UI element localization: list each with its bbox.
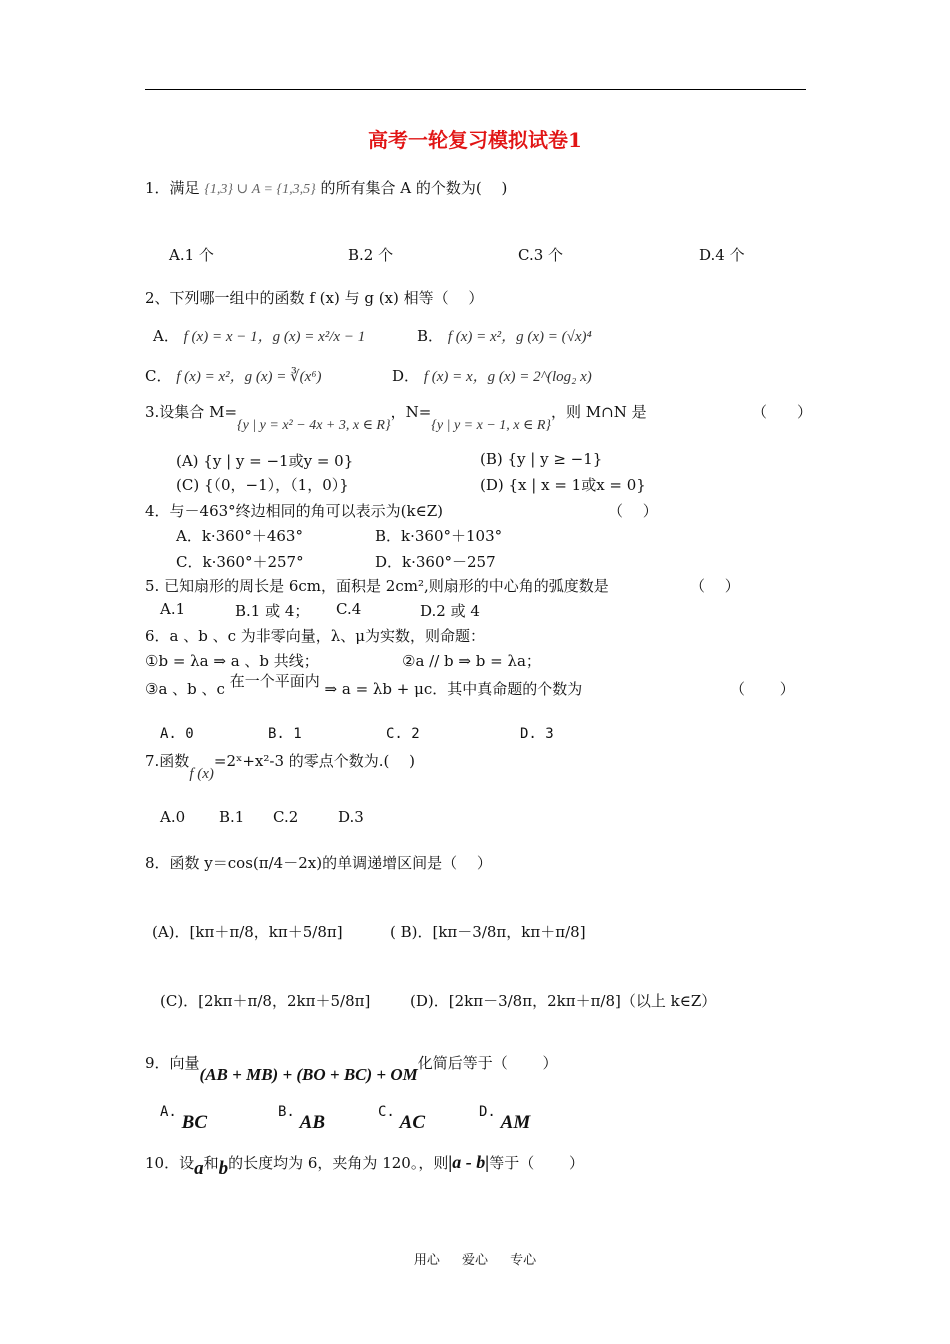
q9-formula: (AB + MB) + (BO + BC) + OM [199,1065,418,1084]
q2-b-formula: f (x) = x²，g (x) = (√x)⁴ [447,329,592,345]
q1-text-b: 的所有集合 A 的个数为( ) [320,179,508,197]
question-3-stem [145,401,647,433]
q6-proposition-1: ①b = λa ⇒ a 、b 共线； [145,652,319,670]
q6-proposition-3 [145,672,583,699]
q2-d-label: D． [392,367,420,385]
q2-option-b [417,325,592,346]
q3-option-a: (A) {y | y = −1或y = 0} [176,452,354,470]
question-8-stem: 8．函数 y＝cos(π/4－2x)的单调递增区间是（ ） [145,854,492,872]
q1-text-a: 1．满足 [145,179,200,197]
q5-option-a: A.1 [160,600,186,618]
page-footer [0,1249,950,1268]
q3-set-m: {y | y = x² − 4x + 3, x ∈ R} [237,418,391,433]
q2-option-d [392,365,592,386]
q3-answer-bracket: （ ） [752,403,813,421]
q8-option-b: ( B)．[kπ－3/8π，kπ＋π/8] [390,923,586,941]
q9-text-b: 化简后等于（ ） [417,1054,558,1072]
q4-option-a: A．k·360°＋463° [176,527,303,545]
q7-formula: f (x) [189,766,214,782]
q7-option-b: B.1 [219,808,245,826]
q2-option-a [153,325,365,346]
q6-option-b: B. 1 [268,726,302,742]
q9-option-d [479,1100,531,1133]
q9-b-label: B. [278,1104,295,1120]
q1-option-b: B.2 个 [348,246,394,264]
q4-option-d: D．k·360°－257 [375,553,496,571]
q10-text-4: 等于（ ） [489,1154,585,1172]
q9-b-value: AB [299,1112,325,1133]
q2-a-formula: f (x) = x − 1，g (x) = x²/x − 1 [183,329,366,345]
q9-c-label: C. [378,1104,395,1120]
q3-text-n: ，N= [390,403,432,421]
question-10-stem [145,1152,585,1179]
q10-text-3: 的长度均为 6，夹角为 120。，则 [228,1154,449,1172]
q6-option-c: C. 2 [386,726,420,742]
question-7-stem [145,750,416,782]
q6-option-d: D. 3 [520,726,554,742]
q2-c-formula: f (x) = x²，g (x) = ∛(x⁶) [176,369,322,385]
q3-text-m: 3.设集合 M= [145,403,238,421]
q7-text-b: =2ˣ+x²-3 的零点个数为.( ) [213,752,416,770]
q3-set-n: {y | y = x − 1, x ∈ R} [431,418,552,433]
q10-vector-a: a [194,1158,204,1179]
question-6-stem: 6．a 、b 、c 为非零向量，λ、μ为实数，则命题： [145,627,486,645]
page-title: 高考一轮复习模拟试卷1 [368,128,582,152]
q9-c-value: AC [399,1112,425,1133]
q9-d-label: D. [479,1104,496,1120]
q9-option-a [160,1100,207,1133]
question-2-stem: 2、下列哪一组中的函数 f (x) 与 g (x) 相等（ ） [145,289,484,307]
q10-vector-b: b [218,1158,229,1179]
q6-p3-vectors: ③a 、b 、c [145,680,225,698]
q9-text-a: 9．向量 [145,1054,200,1072]
q2-d-formula: f (x) = x，g (x) = 2^(log₂ x) [423,369,592,385]
q2-b-label: B． [417,327,444,345]
q3-text-end: ，则 M∩N 是 [551,403,647,421]
q5-option-b: B.1 或 4； [235,602,310,620]
q6-p3-plane: 在一个平面内 [229,672,320,690]
q3-option-c: (C) {（0，−1），（1，0）} [176,476,349,494]
q5-option-d: D.2 或 4 [420,602,480,620]
q1-option-d: D.4 个 [699,246,745,264]
q9-option-b [278,1100,325,1133]
q9-a-label: A. [160,1104,177,1120]
q1-formula: {1,3} ∪ A = {1,3,5} [204,182,316,197]
footer-item-1: 用心 [413,1253,440,1268]
q4-option-b: B．k·360°＋103° [375,527,503,545]
q6-proposition-2: ②a // b ⇒ b = λa； [402,652,541,670]
q10-formula: |a - b| [448,1152,490,1172]
q7-text-a: 7.函数 [145,752,190,770]
q6-answer-bracket: （ ） [730,680,795,698]
q6-p3-conclusion: ⇒ a = λb + μc．其中真命题的个数为 [324,680,583,698]
q8-option-d: (D)．[2kπ－3/8π，2kπ＋π/8]（以上 k∈Z） [410,992,717,1010]
question-1-stem [145,177,507,198]
q10-text-2: 和 [203,1154,219,1172]
question-5-stem: 5. 已知扇形的周长是 6cm，面积是 2cm²,则扇形的中心角的弧度数是 [145,577,609,595]
q2-option-c [145,365,322,386]
footer-item-2: 爱心 [461,1253,488,1268]
q8-option-c: (C)．[2kπ＋π/8，2kπ＋5/8π] [160,992,371,1010]
q7-option-d: D.3 [338,808,364,826]
question-4-stem: 4．与－463°终边相同的角可以表示为(k∈Z) [145,502,443,520]
q4-answer-bracket: （ ） [608,502,658,520]
footer-item-3: 专心 [510,1253,537,1268]
q3-option-d: (D) {x | x = 1或x = 0} [480,476,646,494]
question-9-stem [145,1052,558,1084]
header-rule [145,89,806,90]
q7-option-c: C.2 [273,808,299,826]
q1-option-a: A.1 个 [169,246,214,264]
q9-option-c [378,1100,425,1133]
q10-text-1: 10．设 [145,1154,195,1172]
q6-option-a: A. 0 [160,726,194,742]
q2-a-label: A． [153,327,179,345]
q9-d-value: AM [500,1112,531,1133]
q9-a-value: BC [181,1112,207,1133]
q4-option-c: C．k·360°＋257° [176,553,304,571]
q5-answer-bracket: （ ） [690,577,740,595]
q1-option-c: C.3 个 [518,246,564,264]
q7-option-a: A.0 [160,808,186,826]
q8-option-a: (A)．[kπ＋π/8，kπ＋5/8π] [152,923,343,941]
q3-option-b: (B) {y | y ≥ −1} [480,450,603,468]
q2-c-label: C． [145,367,172,385]
q5-option-c: C.4 [336,600,362,618]
